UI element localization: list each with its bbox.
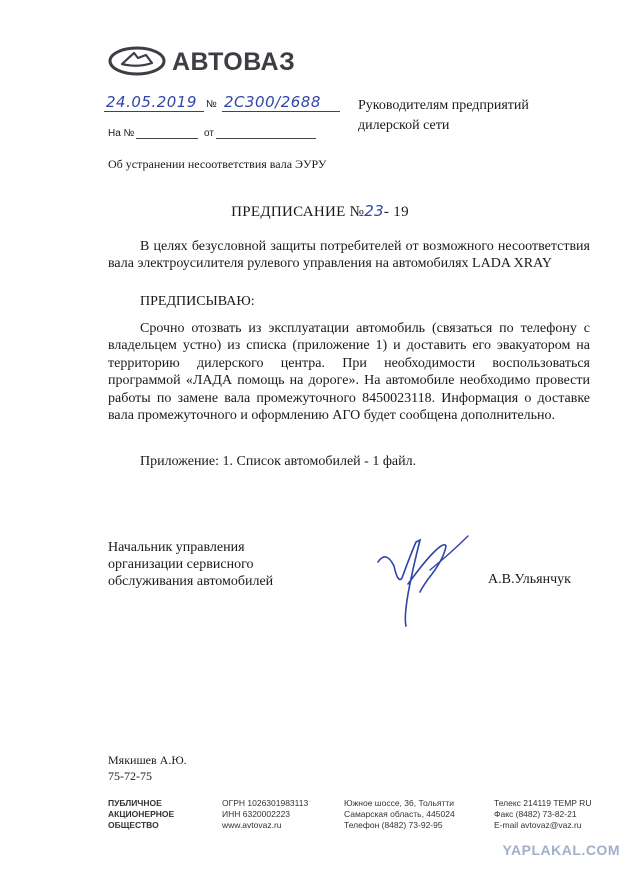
signer-name: А.В.Ульянчук	[488, 572, 571, 587]
footer-line: ПУБЛИЧНОЕ	[108, 798, 162, 808]
body-paragraph-instructions: Срочно отозвать из эксплуатации автомобиль (связаться по телефону с владельцем устно) из списка (приложение 1) и доставить его эвакуатором на территорию дилерского центра. При необходимости воспользоваться программой «ЛАДА помощь на дороге». На автомобиле необходимо провести работы по замене вала промежуточного 8450023118. Информация о доставке вала промежуточного и оформлению АГО будет сообщена дополнительно.	[108, 321, 590, 424]
reference-date-label: от	[204, 128, 214, 139]
outgoing-number-handwritten: 2C300/2688	[224, 93, 321, 111]
reference-date-underline	[216, 138, 316, 139]
footer-address	[344, 798, 455, 831]
body-paragraph-intro: В целях безусловной защиты потребителей от возможного несоответствия вала электроусилителя рулевого управления на автомобилях LADA XRAY	[108, 239, 590, 271]
footer-line: ОГРН 1026301983113	[222, 798, 309, 808]
attachment-line: Приложение: 1. Список автомобилей - 1 файл.	[140, 454, 417, 469]
watermark: YAPLAKAL.COM	[502, 842, 620, 858]
position-line: организации сервисного	[108, 557, 254, 572]
signer-position	[108, 539, 273, 590]
prescribe-heading: ПРЕДПИСЫВАЮ:	[140, 294, 255, 309]
recipient-block	[358, 96, 529, 136]
footer-line: www.avtovaz.ru	[222, 820, 282, 830]
footer-line: Телекс 214119 TEMP RU	[494, 798, 592, 808]
title-suffix: - 19	[383, 204, 409, 220]
executor-block	[108, 752, 187, 784]
signature-icon	[372, 522, 482, 632]
footer-line: Южное шоссе, 36, Тольятти	[344, 798, 455, 808]
footer-line: Самарская область, 445024	[344, 809, 455, 819]
number-label: №	[206, 99, 217, 110]
footer-line: E-mail avtovaz@vaz.ru	[494, 820, 582, 830]
position-line: Начальник управления	[108, 540, 245, 555]
reference-number-label: На №	[108, 128, 135, 139]
footer-line: ОБЩЕСТВО	[108, 820, 159, 830]
date-handwritten: 24.05.2019	[106, 93, 197, 111]
position-line: обслуживания автомобилей	[108, 574, 274, 589]
footer-company-type	[108, 798, 174, 831]
date-underline	[104, 111, 204, 112]
reference-number-underline	[136, 138, 198, 139]
title-number-handwritten: 23	[364, 202, 384, 220]
footer-line: ИНН 6320002223	[222, 809, 291, 819]
lada-emblem-icon	[108, 46, 166, 76]
recipient-line: дилерской сети	[358, 118, 450, 133]
recipient-line: Руководителям предприятий	[358, 98, 529, 113]
number-underline	[222, 111, 340, 112]
title-prefix: ПРЕДПИСАНИЕ №	[231, 204, 365, 220]
footer-line: Телефон (8482) 73-92-95	[344, 820, 443, 830]
document-subject: Об устранении несоответствия вала ЭУРУ	[108, 157, 327, 171]
executor-name: Мякишев А.Ю.	[108, 753, 187, 767]
footer-contacts	[494, 798, 591, 831]
footer-line: АКЦИОНЕРНОЕ	[108, 809, 175, 819]
footer-registration	[222, 798, 308, 831]
document-title	[0, 202, 640, 221]
company-logo	[108, 44, 298, 84]
footer-line: Факс (8482) 73-82-21	[494, 809, 577, 819]
brand-name: АВТОВАЗ	[172, 48, 296, 76]
executor-phone: 75-72-75	[108, 769, 152, 783]
